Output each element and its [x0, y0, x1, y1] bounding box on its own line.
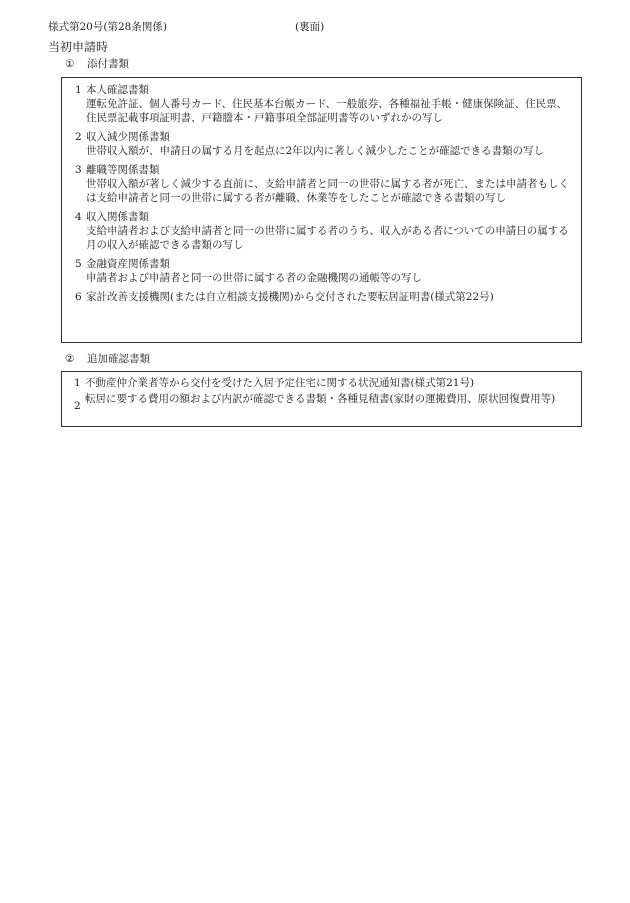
form-number: 様式第20号(第28条関係): [48, 21, 167, 33]
item-number: 1: [75, 84, 82, 96]
item-number: 2: [75, 131, 82, 143]
section2-marker: ②: [65, 353, 75, 365]
item-text: 転居に要する費用の額および内訳が確認できる書類・各種見積書(家財の運搬費用、原状回復費用等): [85, 393, 556, 405]
section2-title: 追加確認書類: [87, 353, 150, 365]
attached-documents-heading: [65, 58, 129, 71]
item-title: 金融資産関係書類: [86, 258, 170, 270]
list-item: [62, 257, 581, 285]
item-description: 世帯収入額が著しく減少する直前に、支給申請者と同一の世帯に属する者が死亡、または申請者もしくは支給申請者と同一の世帯に属する者が離職、休業等をしたことが確認できる書類の写し: [86, 178, 569, 204]
item-title: 本人確認書類: [86, 84, 149, 96]
section1-title: 添付書類: [87, 58, 129, 70]
list-item: [62, 290, 581, 304]
section-title: 当初申請時: [48, 40, 109, 54]
item-description: 支給申請者および支給申請者と同一の世帯に属する者のうち、収入がある者についての申請日の属する月の収入が確認できる書類の写し: [86, 225, 569, 251]
list-item: [62, 130, 581, 158]
item-title: 収入関係書類: [86, 211, 149, 223]
list-item: [62, 83, 581, 125]
item-title: 離職等関係書類: [86, 164, 160, 176]
item-title: 家計改善支援機関(または自立相談支援機関)から交付された要転居証明書(様式第22号): [86, 291, 494, 303]
list-item: [62, 210, 581, 252]
additional-documents-border: [61, 371, 582, 427]
item-number: 5: [75, 258, 82, 270]
item-number: 6: [75, 291, 82, 303]
item-description: 申請者および申請者と同一の世帯に属する者の金融機関の通帳等の写し: [86, 272, 422, 284]
item-number: 3: [75, 164, 82, 176]
side-label: (裏面): [295, 21, 325, 33]
item-description: 世帯収入額が、申請日の属する月を起点に2年以内に著しく減少したことが確認できる書類の写し: [86, 145, 545, 157]
page-header: [48, 20, 588, 34]
item-number: 4: [75, 211, 82, 223]
list-item: [62, 163, 581, 205]
item-number: 1: [74, 377, 81, 389]
item-description: 運転免許証、個人番号カード、住民基本台帳カード、一般旅券、各種福祉手帳・健康保険証、住民票、住民票記載事項証明書、戸籍謄本・戸籍事項全部証明書等のいずれかの写し: [86, 98, 568, 124]
section1-marker: ①: [65, 58, 75, 70]
attached-documents-box: [61, 77, 582, 343]
item-number: 2: [74, 400, 81, 412]
additional-documents-heading: [65, 353, 150, 366]
item-text: 不動産仲介業者等から交付を受けた入居予定住宅に関する状況通知書(様式第21号): [85, 377, 475, 389]
item-title: 収入減少関係書類: [86, 131, 170, 143]
